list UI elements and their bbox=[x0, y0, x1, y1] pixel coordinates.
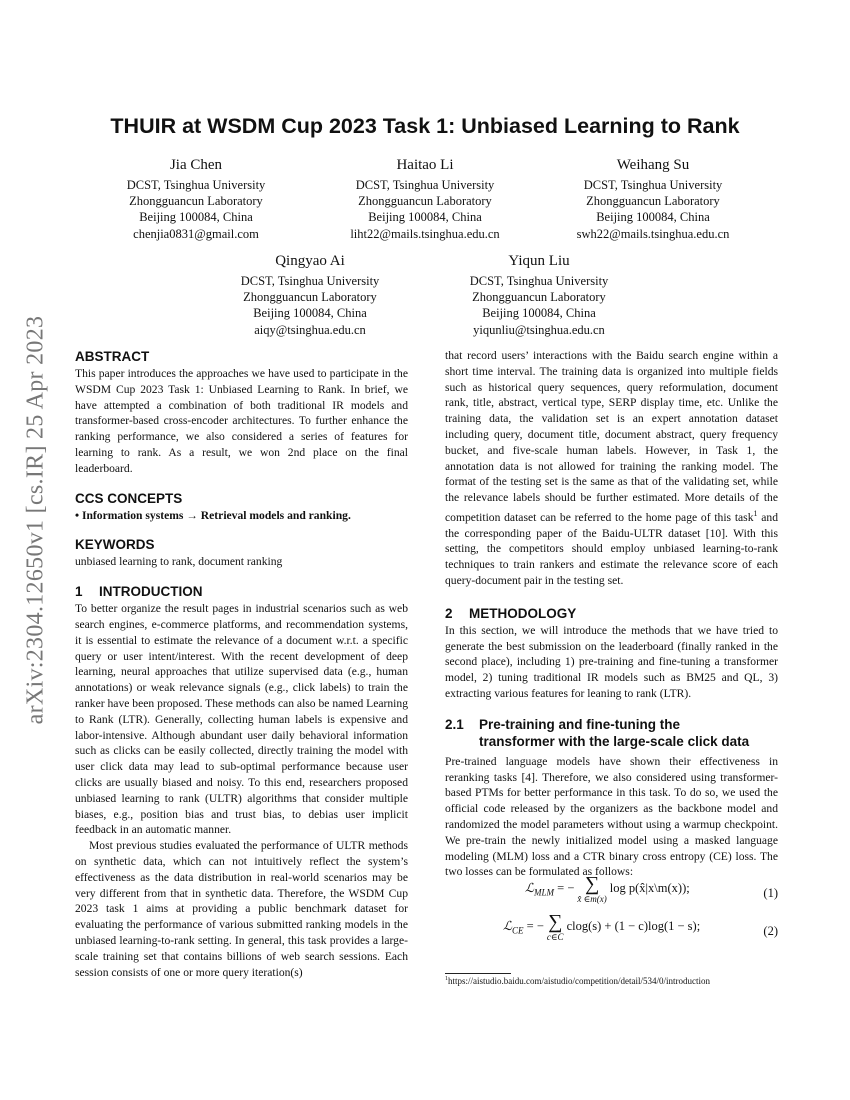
author-address: Beijing 100084, China bbox=[139, 210, 253, 225]
section-title: METHODOLOGY bbox=[469, 605, 577, 621]
author-address: Beijing 100084, China bbox=[253, 306, 367, 321]
section-heading-introduction bbox=[75, 583, 408, 601]
section-heading-methodology bbox=[445, 605, 778, 623]
methodology-paragraph: In this section, we will introduce the methods that we have tried to generate the best submission on the leaderboard (finally ranked in the second place), including 1) pre-training and fine-tuning a transformer model, 2) tuning traditional IR models such as BM25 and QL, 3) extracting various features for leaning to rank (LTR). bbox=[445, 623, 778, 700]
section-number: 2 bbox=[445, 605, 453, 621]
equation-number: (1) bbox=[763, 886, 778, 900]
author-name: Yiqun Liu bbox=[508, 253, 570, 269]
keywords-text: unbiased learning to rank, document ranking bbox=[75, 555, 283, 569]
author-address: Beijing 100084, China bbox=[596, 210, 710, 225]
equation-number: (2) bbox=[763, 924, 778, 938]
author-affiliation: Zhongguancun Laboratory bbox=[472, 290, 606, 305]
section-title: INTRODUCTION bbox=[99, 584, 203, 600]
ccs-heading: CCS CONCEPTS bbox=[75, 490, 183, 506]
author-affiliation: Zhongguancun Laboratory bbox=[586, 194, 720, 209]
footnote: $^1$https://aistudio.baidu.com/aistudio/competition/detail/534/0/introduction bbox=[445, 976, 710, 986]
author-email: chenjia0831@gmail.com bbox=[133, 226, 259, 241]
ccs-text: • Information systems → Retrieval models and ranking. bbox=[75, 508, 351, 522]
subsection-number: 2.1 bbox=[445, 716, 464, 732]
author-block bbox=[419, 252, 659, 338]
intro-paragraph-continued: that record users’ interactions with the Baidu search engine within a short time interval. The training data is organized into multiple fields such as historical query sequences, query reformulation, document rank, title, abstract, vertical type, SERP display time, etc. Unlike the training data, the validation set is an expert annotation dataset including query, document title, document abstract, query frequency bucket, and five-scale human labels. However, in Task 1, the annotation data is not allowed for training the ranking model. The format of the testing set is the same as that of the validating set, while the relevance labels should be further estimated. More details of the competition dataset can be referred to the home page of this task$^1$ and the corresponding paper of the Baidu-ULTR dataset [10]. With this setting, the competitors should employ unbiased learning-to-rank techniques to train rankers and estimate the relevance score of each query-document pair in the testing set. bbox=[445, 349, 778, 588]
abstract-heading: ABSTRACT bbox=[75, 349, 150, 364]
author-name: Weihang Su bbox=[616, 157, 690, 173]
author-name: Haitao Li bbox=[396, 157, 454, 173]
summation-symbol: ∑ x̂ ∈m(x) bbox=[577, 873, 607, 904]
author-email: yiqunliu@tsinghua.edu.cn bbox=[473, 322, 605, 337]
subsection-paragraph: Pre-trained language models have shown their effectiveness in reranking tasks [4]. Therefore, we also considered using transformer-based PTMs for better performance in this task. To do so, we used the official code released by the organizers as the backbone model and randomized the model parameters without using a warmup checkpoint. We pre-train the newly initialized model using a masked language modeling (MLM) loss and a CTR binary cross entropy (CE) loss. The two losses can be formulated as follows: bbox=[445, 754, 778, 879]
intro-paragraph: To better organize the result pages in industrial scenarios such as web search engines, e-commerce platforms, and recommendation systems, it is essential to estimate the relevance of a document w.r.t. a specific query or user intent/interest. With the recent development of deep learning, neural approaches that utilize supervised data (e.g., human annotations) or weak relevance signals (e.g., click labels) to train the ranker have been proposed. These methods can also be named Learning to Rank (LTR). Generally, collecting human labels is expensive and labor-intensive. Although abundant user daily behavioral information such as clicks can be easily collected, directly training the model with user click data may lead to sub-optimal performance because user clicks are usually biased and noisy. To this end, researchers proposed unbiased learning to rank (ULTR) algorithms that consider multiple biases, e.g., position bias and trust bias, to debias user implicit feedback in an automatic manner. bbox=[75, 602, 408, 837]
equation-mlm-loss: ℒ$_{MLM}$ = − ∑ x̂ ∈m(x) log p(x̂|x\m(x)); (1) bbox=[525, 873, 778, 904]
arxiv-side-label: arXiv:2304.12650v1 [cs.IR] 25 Apr 2023 bbox=[22, 315, 49, 725]
intro-paragraph: Most previous studies evaluated the performance of ULTR methods on synthetic data, which can not intuitively reflect the system’s effectiveness as the data distribution in real-world scenarios may be very different from that in synthetic data. Therefore, the WSDM Cup 2023 task 1 aims at providing a public benchmark dataset for evaluating the performance of various submitted ranking models in the unbiased learning-to-rank setting. In general, this task provides a large-scale training set that contains billions of web search sessions. Each session consists of one or more query iteration(s) bbox=[75, 839, 408, 979]
right-column bbox=[445, 348, 778, 880]
keywords-heading: KEYWORDS bbox=[75, 537, 155, 553]
footnote-marker: 1 bbox=[753, 508, 758, 518]
subsection-title-line2: transformer with the large-scale click data bbox=[479, 733, 750, 749]
author-affiliation: Zhongguancun Laboratory bbox=[129, 194, 263, 209]
author-affiliation: DCST, Tsinghua University bbox=[583, 178, 723, 192]
abstract-text: This paper introduces the approaches we have used to participate in the WSDM Cup 2023 Task 1: Unbiased Learning to Rank. In brief, we have attempted a combination of both traditional IR models and transformer-based cross-encoder architectures. To further enhance the ranking performance, we also considered a series of features for learning to rank. As a result, we won 2nd place on the final leaderboard. bbox=[75, 367, 408, 475]
author-block bbox=[305, 156, 545, 242]
author-affiliation: Zhongguancun Laboratory bbox=[358, 194, 492, 209]
author-address: Beijing 100084, China bbox=[368, 210, 482, 225]
left-column bbox=[75, 348, 408, 980]
author-affiliation: DCST, Tsinghua University bbox=[469, 274, 609, 288]
footnote-url[interactable]: https://aistudio.baidu.com/aistudio/competition/detail/534/0/introduction bbox=[448, 976, 710, 986]
author-affiliation: Zhongguancun Laboratory bbox=[243, 290, 377, 305]
subsection-heading-2-1 bbox=[445, 716, 778, 750]
author-email: liht22@mails.tsinghua.edu.cn bbox=[350, 226, 500, 241]
equation-ce-loss: ℒ$_{CE}$ = − ∑ c∈C clog(s) + (1 − c)log(1 − s); (2) bbox=[503, 911, 778, 942]
author-name: Qingyao Ai bbox=[275, 253, 345, 269]
author-block bbox=[533, 156, 773, 242]
section-number: 1 bbox=[75, 584, 83, 600]
summation-symbol: ∑ c∈C bbox=[546, 911, 564, 942]
author-email: swh22@mails.tsinghua.edu.cn bbox=[576, 226, 730, 241]
author-affiliation: DCST, Tsinghua University bbox=[126, 178, 266, 192]
paper-title: THUIR at WSDM Cup 2023 Task 1: Unbiased Learning to Rank bbox=[110, 114, 740, 138]
author-name: Jia Chen bbox=[169, 157, 223, 173]
author-email: aiqy@tsinghua.edu.cn bbox=[254, 322, 366, 337]
author-affiliation: DCST, Tsinghua University bbox=[240, 274, 380, 288]
author-block bbox=[190, 252, 430, 338]
author-block bbox=[76, 156, 316, 242]
subsection-title: Pre-training and fine-tuning the bbox=[479, 716, 680, 732]
author-affiliation: DCST, Tsinghua University bbox=[355, 178, 495, 192]
footnote-rule bbox=[445, 973, 511, 974]
author-address: Beijing 100084, China bbox=[482, 306, 596, 321]
